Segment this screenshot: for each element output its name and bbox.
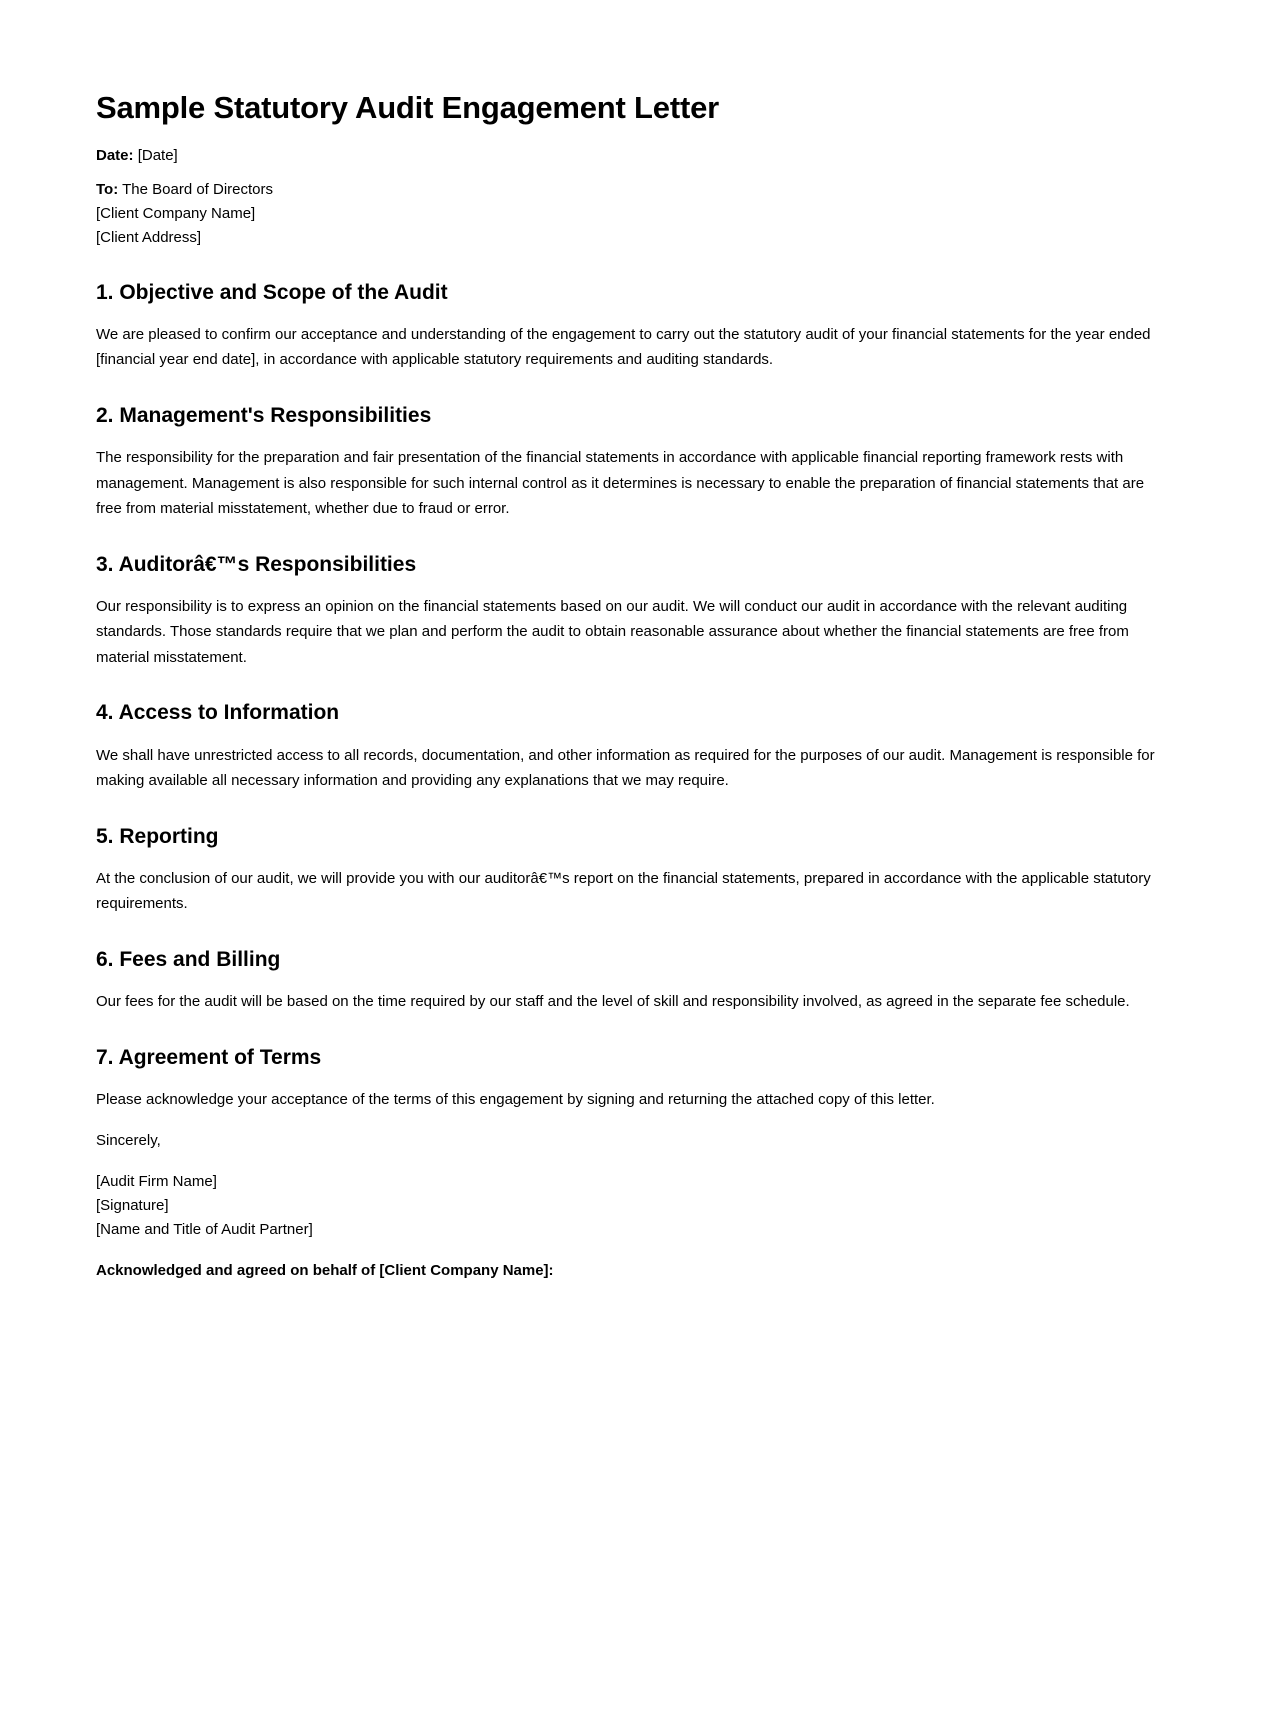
section-auditors-responsibilities: [96, 552, 1167, 671]
section-heading: 7. Agreement of Terms: [96, 1045, 322, 1069]
acknowledgement-line: Acknowledged and agreed on behalf of [Client Company Name]:: [96, 1261, 554, 1279]
section-body: At the conclusion of our audit, we will provide you with our auditorâ€™s report on the financial statements, prepared in accordance with the applicable statutory requirements.: [96, 869, 1151, 913]
section-body: Please acknowledge your acceptance of the terms of this engagement by signing and returning the attached copy of this letter.: [96, 1090, 935, 1108]
to-label: To:: [96, 180, 119, 198]
section-managements-responsibilities: [96, 403, 1167, 522]
audit-firm-name: [Audit Firm Name]: [96, 1172, 217, 1190]
page-title: Sample Statutory Audit Engagement Letter: [96, 90, 719, 125]
recipient-address: [Client Address]: [96, 228, 202, 246]
section-heading: 5. Reporting: [96, 824, 219, 848]
salutation: Sincerely,: [96, 1132, 161, 1150]
date-label: Date:: [96, 146, 134, 164]
section-heading: 4. Access to Information: [96, 701, 340, 725]
recipient-line: [96, 178, 1167, 202]
section-heading: 2. Management's Responsibilities: [96, 403, 432, 427]
section-reporting: [96, 824, 1167, 917]
audit-partner-name: [Name and Title of Audit Partner]: [96, 1220, 313, 1238]
signature-block: [96, 1170, 1167, 1242]
recipient-block: [96, 178, 1167, 250]
section-heading: 1. Objective and Scope of the Audit: [96, 280, 448, 304]
signature-placeholder: [Signature]: [96, 1196, 169, 1214]
recipient-company: [Client Company Name]: [96, 204, 256, 222]
section-body: Our fees for the audit will be based on the time required by our staff and the level of skill and responsibility involved, as agreed in the separate fee schedule.: [96, 993, 1130, 1011]
section-body: Our responsibility is to express an opinion on the financial statements based on our audit. We will conduct our audit in accordance with the relevant auditing standards. Those standards require that we plan and perform the audit to obtain reasonable assurance about whether the financial statements are free from material misstatement.: [96, 597, 1129, 666]
section-body: We shall have unrestricted access to all records, documentation, and other information as required for the purposes of our audit. Management is responsible for making available all necessary information and providing any explanations that we may require.: [96, 746, 1155, 790]
recipient-name: The Board of Directors: [122, 180, 274, 198]
section-heading: 6. Fees and Billing: [96, 947, 281, 971]
section-body: The responsibility for the preparation and fair presentation of the financial statements in accordance with applicable financial reporting framework rests with management. Management is also responsible for such internal control as it determines is necessary to enable the preparation of financial statements that are free from material misstatement, whether due to fraud or error.: [96, 449, 1145, 518]
date-line: [96, 144, 1167, 168]
section-agreement-of-terms: [96, 1045, 1167, 1113]
section-heading: 3. Auditorâ€™s Responsibilities: [96, 552, 417, 576]
section-objective-and-scope: [96, 280, 1167, 373]
section-fees-and-billing: [96, 947, 1167, 1015]
section-access-to-information: [96, 700, 1167, 793]
date-value: [Date]: [137, 146, 178, 164]
section-body: We are pleased to confirm our acceptance and understanding of the engagement to carry out the statutory audit of your financial statements for the year ended [financial year end date], in accordance with applicable statutory requirements and auditing standards.: [96, 325, 1151, 369]
